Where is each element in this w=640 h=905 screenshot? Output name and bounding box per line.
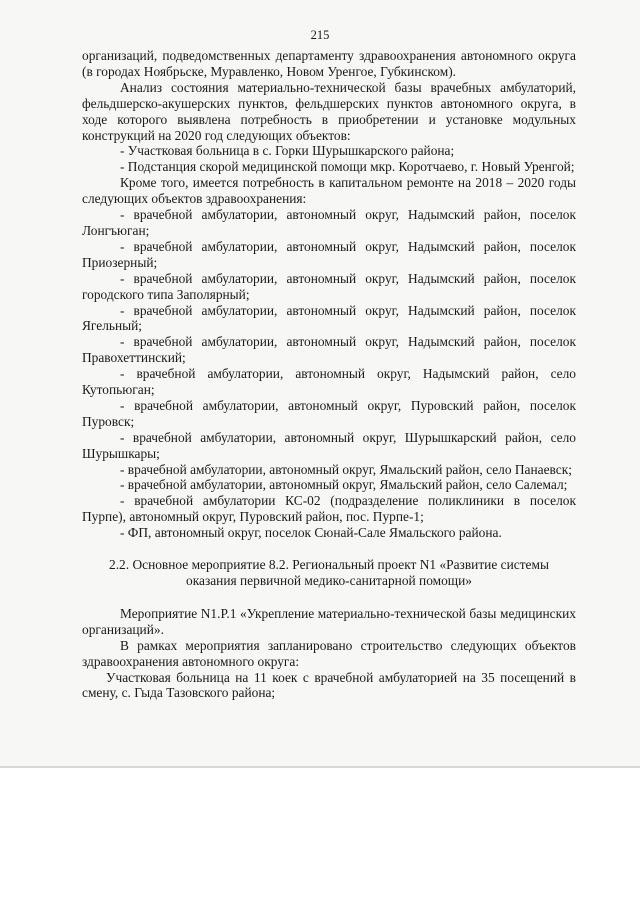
paragraph-hospital: Участковая больница на 11 коек с врачебной амбулаторией на 35 посещений в смену, с. Гыда Тазовского района;	[82, 669, 576, 701]
paragraph-event: Мероприятие N1.P.1 «Укрепление материально-технической базы медицинских организаций».	[82, 605, 576, 637]
section-heading: 2.2. Основное мероприятие 8.2. Региональный проект N1 «Развитие системы оказания первичной медико-санитарной помощи»	[109, 557, 549, 588]
list-item: - ФП, автономный округ, поселок Сюнай-Сале Ямальского района.	[120, 525, 502, 541]
document-body	[82, 48, 576, 701]
paragraph-repair: Кроме того, имеется потребность в капитальном ремонте на 2018 – 2020 годы следующих объектов здравоохранения:	[82, 175, 576, 207]
list-item: - Участковая больница в с. Горки Шурышкарского района;	[120, 143, 455, 159]
list-item: - врачебной амбулатории, автономный округ, Надымский район, поселок Приозерный;	[82, 238, 576, 270]
paragraph-intro: организаций, подведомственных департаменту здравоохранения автономного округа (в городах Ноябрьске, Муравленко, Новом Уренгое, Губкинском).	[82, 48, 576, 79]
paragraph-plan: В рамках мероприятия запланировано строительство следующих объектов здравоохранения автономного округа:	[82, 637, 576, 669]
list-item: - врачебной амбулатории, автономный округ, Ямальский район, село Панаевск;	[120, 461, 572, 477]
list-item: - врачебной амбулатории, автономный округ, Ямальский район, село Салемал;	[120, 477, 568, 493]
list-item: - врачебной амбулатории, автономный округ, Пуровский район, поселок Пуровск;	[82, 397, 576, 429]
list-item: - Подстанция скорой медицинской помощи мкр. Коротчаево, г. Новый Уренгой;	[120, 159, 575, 175]
list-item: - врачебной амбулатории, автономный округ, Надымский район, село Кутопьюган;	[82, 366, 576, 398]
list-item: - врачебной амбулатории, автономный округ, Надымский район, поселок Лонгъюган;	[82, 207, 576, 238]
paragraph-analysis: Анализ состояния материально-технической базы врачебных амбулаторий, фельдшерско-акушерских пунктов, фельдшерских пунктов автономного округа, в ходе которого выявлена потребность в приобретении и установке модульных конструкций на 2020 год следующих объектов:	[82, 79, 576, 143]
list-item: - врачебной амбулатории, автономный округ, Надымский район, поселок городского типа Заполярный;	[82, 270, 576, 302]
page-number: 215	[310, 28, 330, 42]
list-item: - врачебной амбулатории, автономный округ, Шурышкарский район, село Шурышкары;	[82, 429, 576, 461]
list-item: - врачебной амбулатории, автономный округ, Надымский район, поселок Правохеттинский;	[82, 334, 576, 366]
list-item: - врачебной амбулатории КС-02 (подразделение поликлиники в поселок Пурпе), автономный округ, Пуровский район, пос. Пурпе-1;	[82, 493, 576, 525]
list-item: - врачебной амбулатории, автономный округ, Надымский район, поселок Ягельный;	[82, 302, 576, 334]
